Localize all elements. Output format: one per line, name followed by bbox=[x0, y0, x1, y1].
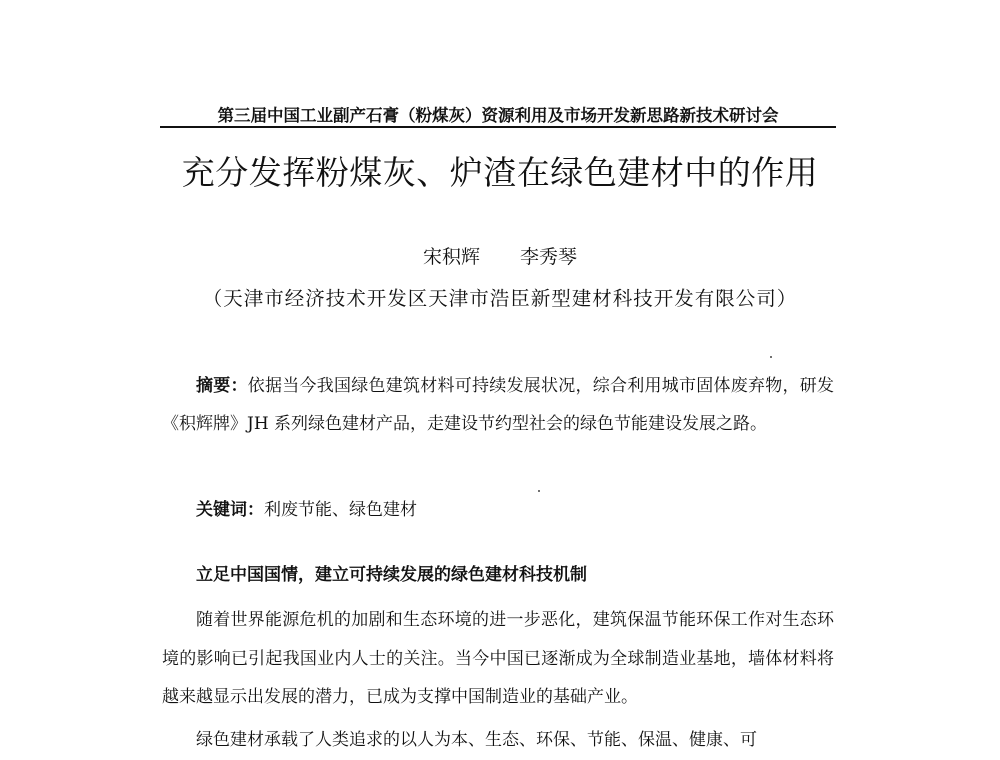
keywords-text: 利废节能、绿色建材 bbox=[264, 500, 417, 520]
keywords bbox=[162, 491, 834, 529]
section-heading: 立足中国国情，建立可持续发展的绿色建材科技机制 bbox=[196, 565, 587, 585]
conference-header: 第三届中国工业副产石膏（粉煤灰）资源利用及市场开发新思路新技术研讨会 bbox=[217, 106, 779, 125]
body-paragraph: 随着世界能源危机的加剧和生态环境的进一步恶化，建筑保温节能环保工作对生态环境的影响已引起我国业内人士的关注。当今中国已逐渐成为全球制造业基地，墙体材料将越来越显示出发展的潜力，已成为支撑中国制造业的基础产业。 bbox=[162, 610, 834, 707]
abstract-label: 摘要： bbox=[196, 376, 248, 396]
header-rule bbox=[160, 126, 836, 128]
author-name: 李秀琴 bbox=[520, 246, 578, 268]
author-name: 宋积辉 bbox=[422, 246, 480, 268]
author-affiliation: （天津市经济技术开发区天津市浩臣新型建材科技开发有限公司） bbox=[202, 287, 798, 310]
abstract bbox=[162, 367, 834, 443]
paper-title: 充分发挥粉煤灰、炉渣在绿色建材中的作用 bbox=[181, 153, 819, 192]
scan-speck bbox=[770, 356, 772, 358]
keywords-label: 关键词： bbox=[196, 500, 264, 520]
author-list bbox=[0, 242, 1000, 269]
abstract-text: 依据当今我国绿色建筑材料可持续发展状况，综合利用城市固体废弃物，研发《积辉牌》JH 系列绿色建材产品，走建设节约型社会的绿色节能建设发展之路。 bbox=[162, 376, 834, 434]
body-paragraph: 绿色建材承载了人类追求的以人为本、生态、环保、节能、保温、健康、可 bbox=[196, 730, 757, 750]
